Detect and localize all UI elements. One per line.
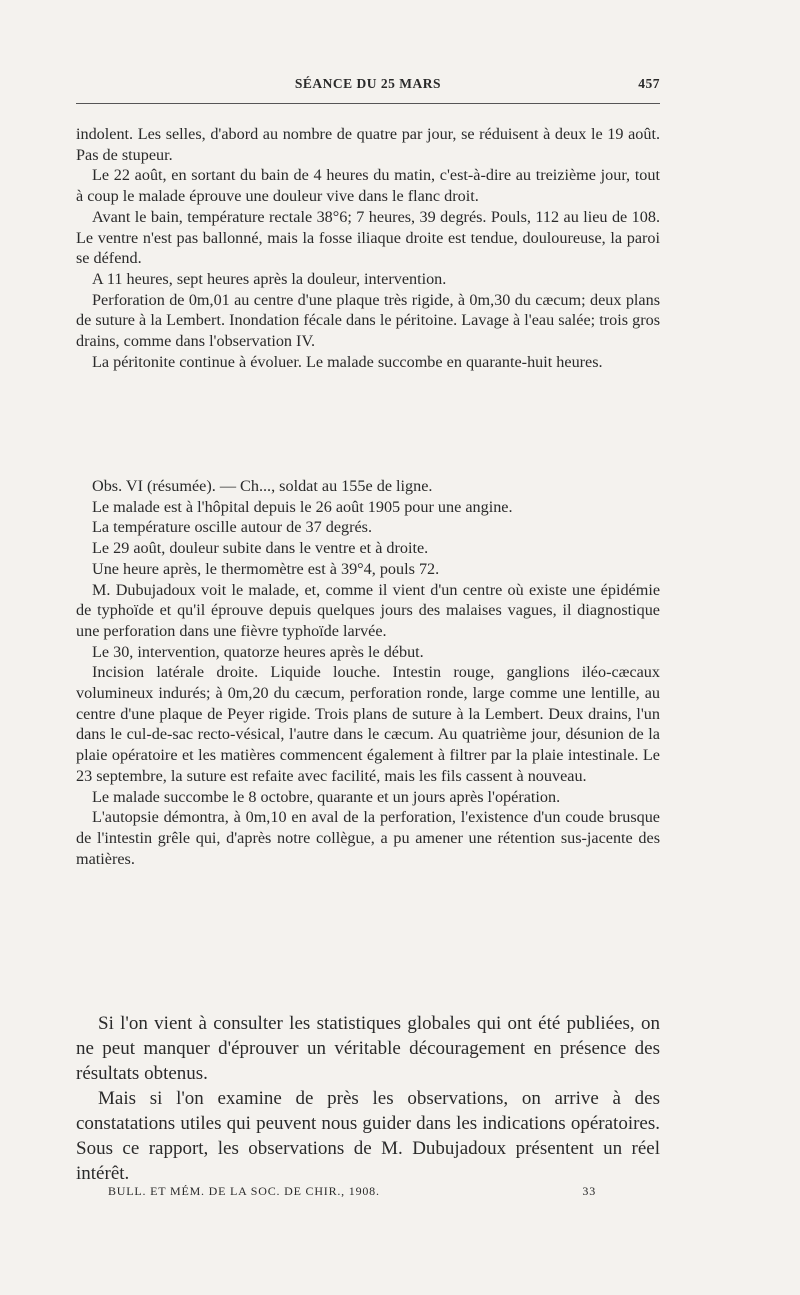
paragraph: La péritonite continue à évoluer. Le malade succombe en quarante-huit heures. — [92, 352, 603, 371]
paragraph: Incision latérale droite. Liquide louche. Intestin rouge, ganglions iléo-cæcaux volumineux indurés; à 0m,20 du cæcum, perforation ronde, large comme une lentille, au centre d'une plaque de Peyer rigide. Trois plans de suture à la Lembert. Deux drains, l'un dans le cul-de-sac recto-vésical, l'autre dans le cæcum. Au quatrième jour, désunion de la plaie opératoire et les matières commencent également à filtrer par la plaie intestinale. Le 23 septembre, la suture est refaite avec facilité, mais les fils cassent à nouveau. — [76, 663, 660, 785]
paragraph: La température oscille autour de 37 degrés. — [92, 518, 373, 537]
observation-vi — [76, 476, 660, 869]
paragraph: Le malade est à l'hôpital depuis le 26 août 1905 pour une angine. — [92, 497, 513, 516]
paragraph: Mais si l'on examine de près les observations, on arrive à des constatations utiles qui peuvent nous guider dans les indications opératoires. Sous ce rapport, les observations de M. Dubujadoux présentent un réel intérêt. — [76, 1088, 660, 1184]
paragraph: A 11 heures, sept heures après la douleur, intervention. — [92, 269, 447, 288]
paragraph: Une heure après, le thermomètre est à 39°4, pouls 72. — [92, 559, 440, 578]
paragraph: Le 30, intervention, quatorze heures après le début. — [92, 642, 424, 661]
paragraph: M. Dubujadoux voit le malade, et, comme il vient d'un centre où existe une épidémie de typhoïde et qu'il éprouve depuis quelques jours des malaises vagues, il diagnostique une perforation dans une fièvre typhoïde larvée. — [76, 580, 660, 640]
observation-v-continuation — [76, 124, 660, 372]
paragraph: Le 29 août, douleur subite dans le ventre et à droite. — [92, 539, 429, 558]
paragraph: L'autopsie démontra, à 0m,10 en aval de la perforation, l'existence d'un coude brusque de l'intestin grêle qui, d'après notre collègue, a pu amener une rétention sus-jacente des matières. — [76, 808, 660, 868]
observation-heading: Obs. VI (résumée). — Ch..., soldat au 155e de ligne. — [92, 477, 433, 495]
paragraph: Si l'on vient à consulter les statistiques globales qui ont été publiées, on ne peut manquer d'éprouver un véritable découragement en présence des résultats obtenus. — [76, 1013, 660, 1084]
header-title: SÉANCE DU 25 MARS — [294, 76, 442, 91]
paragraph: Avant le bain, température rectale 38°6; 7 heures, 39 degrés. Pouls, 112 au lieu de 108. Le ventre n'est pas ballonné, mais la fosse iliaque droite est tendue, douloureuse, la paroi se défend. — [76, 207, 660, 268]
paragraph: Perforation de 0m,01 au centre d'une plaque très rigide, à 0m,30 du cæcum; deux plans de suture à la Lembert. Inondation fécale dans le péritoine. Lavage à l'eau salée; trois gros drains, comme dans l'observation IV. — [76, 290, 660, 351]
page-footer — [108, 1184, 596, 1202]
paragraph: indolent. Les selles, d'abord au nombre de quatre par jour, se réduisent à deux le 19 août. Pas de stupeur. — [76, 125, 660, 164]
footer-source: BULL. ET MÉM. DE LA SOC. DE CHIR., 1908. — [108, 1184, 380, 1198]
header-rule — [76, 103, 660, 104]
paragraph: Le 22 août, en sortant du bain de 4 heures du matin, c'est-à-dire au treizième jour, tout à coup le malade éprouve une douleur vive dans le flanc droit. — [76, 166, 660, 206]
discussion-text — [76, 1011, 660, 1186]
page-number: 457 — [638, 76, 660, 91]
footer-sheet-number: 33 — [582, 1184, 596, 1198]
running-header — [76, 76, 660, 98]
paragraph: Le malade succombe le 8 octobre, quarante et un jours après l'opération. — [92, 787, 561, 806]
